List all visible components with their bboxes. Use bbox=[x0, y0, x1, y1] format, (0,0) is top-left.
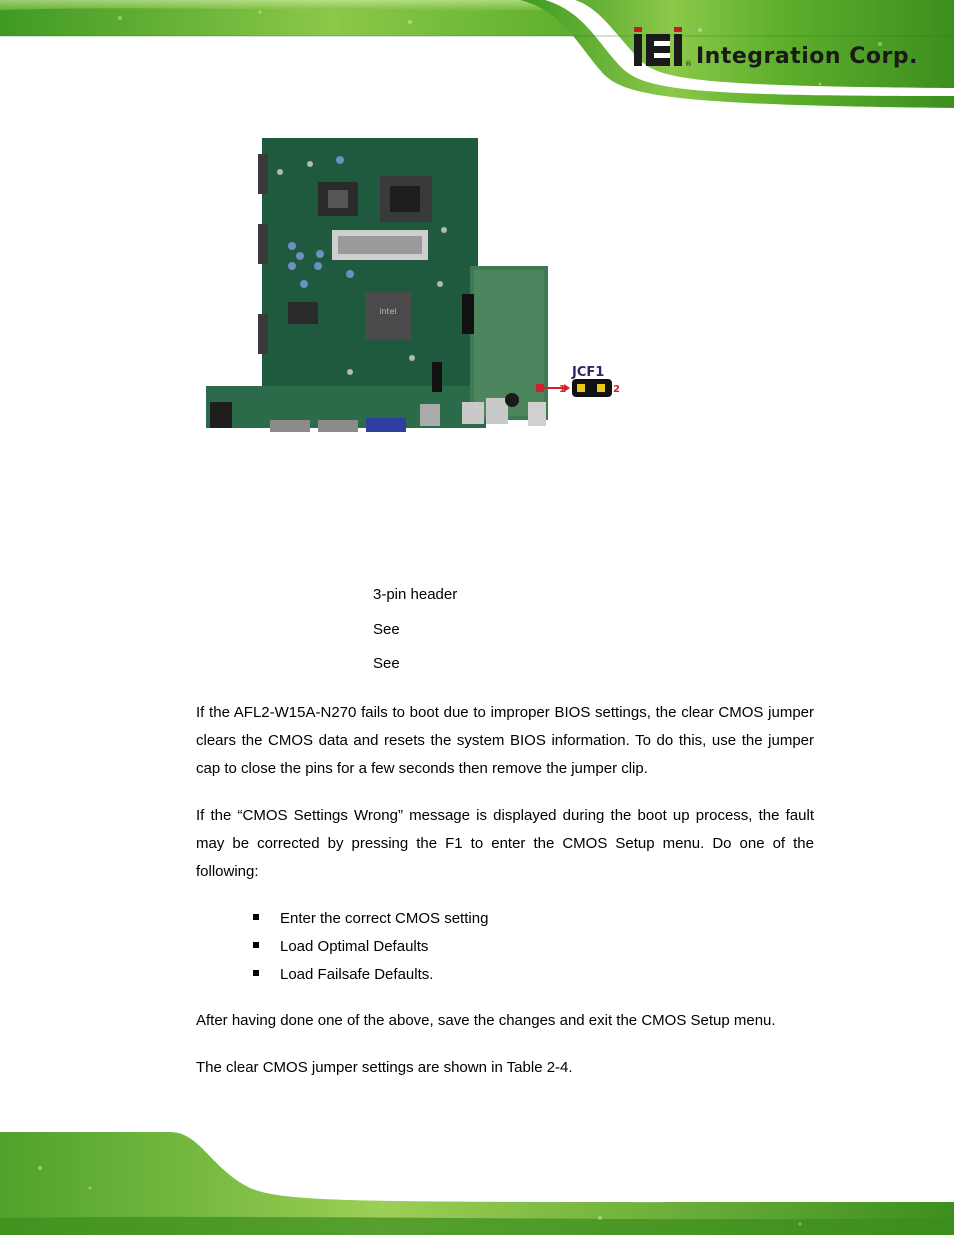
spec-type: 3-pin header bbox=[373, 586, 458, 603]
bullet-item: Load Optimal Defaults bbox=[280, 938, 429, 955]
pin-2-label: 2 bbox=[613, 384, 620, 395]
paragraph-intro: If the AFL2-W15A-N270 fails to boot due to improper BIOS settings, the clear CMOS jumper clears the CMOS data and resets the system BIOS information. To do this, use the jumper cap to close the pins for a few seconds then remove the jumper clip. bbox=[196, 704, 814, 777]
bullet-icon bbox=[253, 914, 259, 920]
spec-location: See bbox=[373, 655, 400, 672]
bullet-item: Load Failsafe Defaults. bbox=[280, 966, 434, 983]
spec-settings: See bbox=[373, 621, 400, 638]
bullet-icon bbox=[253, 942, 259, 948]
svg-text:®: ® bbox=[685, 60, 692, 68]
paragraph-cmos-wrong: If the “CMOS Settings Wrong” message is displayed during the boot up process, the fault may be corrected by pressing the F1 to enter the CMOS Setup menu. Do one of the following: bbox=[196, 807, 814, 880]
pin-1-label: 1 bbox=[559, 384, 566, 395]
company-logo bbox=[632, 26, 922, 76]
bullet-icon bbox=[253, 970, 259, 976]
board-figure bbox=[200, 134, 630, 434]
footer-banner bbox=[0, 1128, 954, 1235]
logo-text: Integration Corp. bbox=[696, 44, 918, 69]
iei-logo-mark-icon bbox=[632, 26, 692, 72]
paragraph-table-ref: The clear CMOS jumper settings are shown in Table 2-4. bbox=[196, 1059, 573, 1076]
jumper-label: JCF1 bbox=[572, 365, 605, 380]
svg-text:intel: intel bbox=[379, 307, 397, 316]
bullet-item: Enter the correct CMOS setting bbox=[280, 910, 489, 927]
paragraph-after: After having done one of the above, save the changes and exit the CMOS Setup menu. bbox=[196, 1012, 776, 1029]
